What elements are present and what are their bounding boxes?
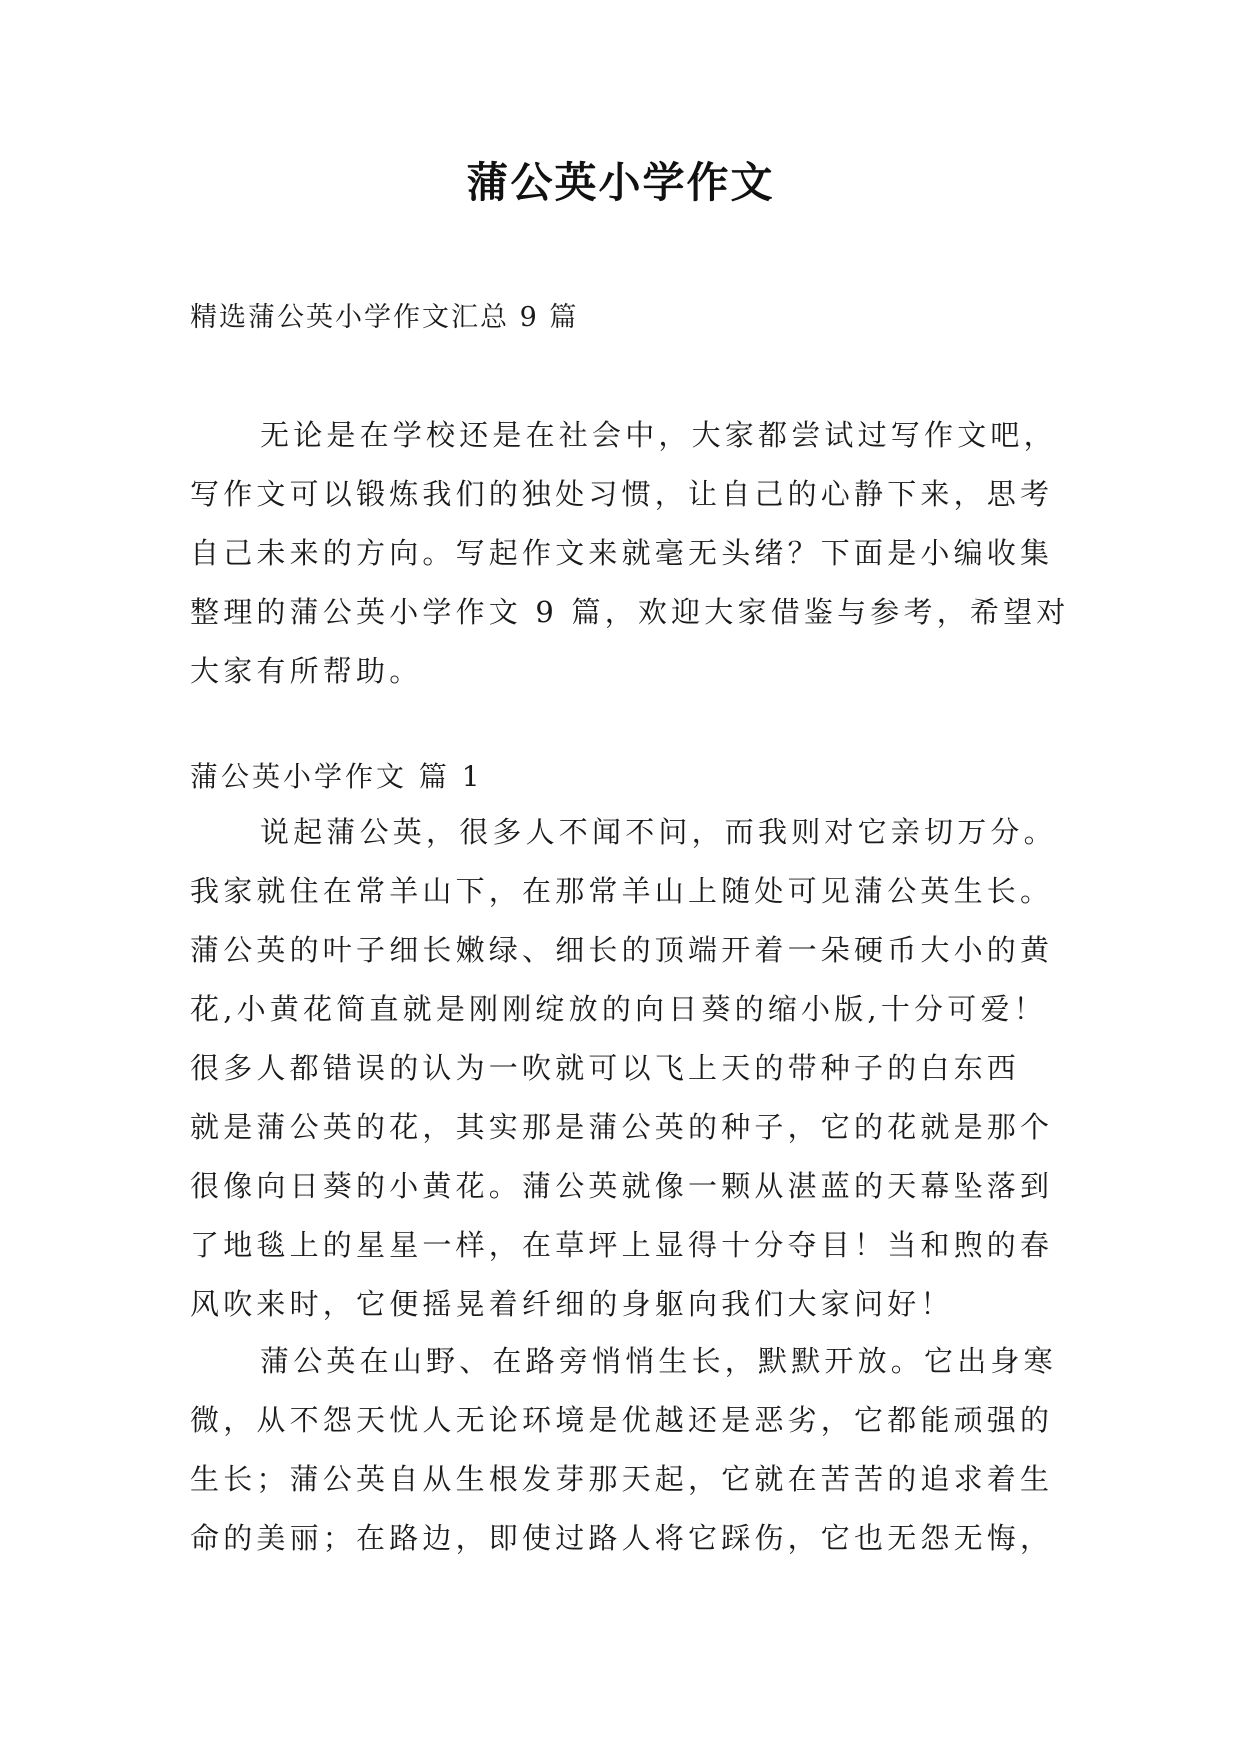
paragraph-line: 蒲公英在山野、在路旁悄悄生长，默默开放。它出身寒 [260, 1344, 1057, 1378]
intro-line: 整理的蒲公英小学作文 9 篇，欢迎大家借鉴与参考，希望对 [190, 595, 1070, 629]
paragraph-line: 风吹来时，它便摇晃着纤细的身躯向我们大家问好！ [190, 1287, 954, 1321]
paragraph-line: 生长；蒲公英自从生根发芽那天起，它就在苦苦的追求着生 [190, 1462, 1054, 1496]
intro-line: 大家有所帮助。 [190, 654, 423, 688]
paragraph-line: 我家就住在常羊山下，在那常羊山上随处可见蒲公英生长。 [190, 874, 1054, 908]
intro-line: 写作文可以锻炼我们的独处习惯，让自己的心静下来，思考 [190, 477, 1054, 511]
paragraph-line: 蒲公英的叶子细长嫩绿、细长的顶端开着一朵硬币大小的黄 [190, 933, 1054, 967]
paragraph-line: 了地毯上的星星一样，在草坪上显得十分夺目！当和煦的春 [190, 1228, 1054, 1262]
paragraph-line: 花,小黄花简直就是刚刚绽放的向日葵的缩小版,十分可爱！ [190, 992, 1047, 1026]
paragraph-line: 命的美丽；在路边，即使过路人将它踩伤，它也无怨无悔， [190, 1521, 1054, 1555]
paragraph-line: 微，从不怨天忧人无论环境是优越还是恶劣，它都能顽强的 [190, 1403, 1054, 1437]
paragraph-line: 说起蒲公英，很多人不闻不问，而我则对它亲切万分。 [260, 815, 1057, 849]
paragraph-line: 很多人都错误的认为一吹就可以飞上天的带种子的白东西 [190, 1051, 1021, 1085]
paragraph-line: 就是蒲公英的花，其实那是蒲公英的种子，它的花就是那个 [190, 1110, 1054, 1144]
section-heading: 蒲公英小学作文 篇 1 [190, 760, 483, 793]
document-subtitle: 精选蒲公英小学作文汇总 9 篇 [190, 302, 579, 333]
intro-paragraph [190, 406, 1070, 701]
essay-paragraph-1 [190, 803, 1070, 1334]
intro-line: 自己未来的方向。写起作文来就毫无头绪？下面是小编收集 [190, 536, 1054, 570]
intro-line: 无论是在学校还是在社会中，大家都尝试过写作文吧， [260, 418, 1057, 452]
paragraph-line: 很像向日葵的小黄花。蒲公英就像一颗从湛蓝的天幕坠落到 [190, 1169, 1054, 1203]
essay-paragraph-2 [190, 1332, 1070, 1568]
document-title: 蒲公英小学作文 [466, 158, 775, 207]
